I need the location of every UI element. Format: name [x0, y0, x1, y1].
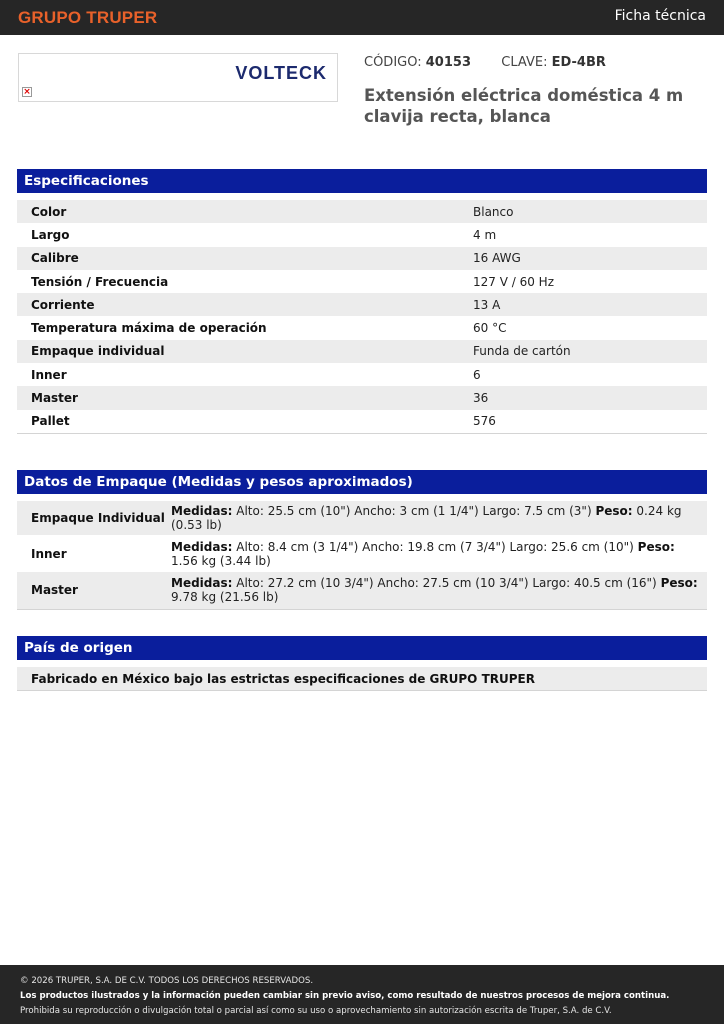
spec-row: [17, 200, 707, 223]
packaging-label: Empaque Individual: [17, 501, 171, 535]
spec-row: [17, 316, 707, 339]
volteck-logo: VOLTECK: [235, 63, 327, 83]
origin-heading: País de origen: [17, 636, 707, 660]
spec-value: 60 °C: [473, 321, 507, 336]
packaging-row: [17, 535, 707, 572]
packaging-label: Master: [17, 572, 171, 609]
spec-label: Pallet: [17, 410, 473, 434]
spec-label: Inner: [31, 367, 67, 382]
packaging-label: Inner: [31, 546, 67, 561]
spec-label: Temperatura máxima de operación: [31, 321, 267, 336]
spec-value: 576: [473, 410, 707, 434]
packaging-details: [171, 535, 707, 572]
origin-text: Fabricado en México bajo las estrictas especificaciones de GRUPO TRUPER: [17, 667, 707, 691]
measures-label: Medidas:: [171, 539, 233, 554]
spec-value: 13 A: [473, 293, 707, 316]
measures-value: Alto: 8.4 cm (3 1/4") Ancho: 19.8 cm (7 3/4") Largo: 25.6 cm (10"): [236, 539, 634, 554]
product-logo-box: [18, 53, 338, 102]
product-title: Extensión eléctrica doméstica 4 m clavija recta, blanca: [364, 86, 684, 126]
measures-value: Alto: 25.5 cm (10") Ancho: 3 cm (1 1/4") Largo: 7.5 cm (3"): [236, 504, 592, 518]
weight-label: Peso:: [637, 539, 675, 554]
spec-label: Largo: [31, 227, 70, 242]
top-bar: [0, 0, 724, 35]
spec-label: Empaque individual: [17, 340, 473, 363]
key-label: CLAVE:: [501, 55, 548, 70]
spec-row: [17, 386, 707, 409]
footer-prohibition: Prohibida su reproducción o divulgación total o parcial así como su uso o aprovechamiento sin autorización escrita de Truper, S.A. de C.V.: [20, 1006, 612, 1016]
footer-notice: Los productos ilustrados y la información pueden cambiar sin previo aviso, como resultado de nuestros procesos de mejora continua.: [20, 991, 670, 1001]
spec-label: Calibre: [17, 247, 473, 270]
footer: [0, 965, 724, 1024]
packaging-table: [17, 501, 707, 610]
spec-row: [17, 293, 707, 316]
packaging-details: [171, 572, 707, 609]
spec-row: [17, 223, 707, 246]
spec-row: [17, 340, 707, 363]
weight-label: Peso:: [595, 504, 633, 518]
key-value: ED-4BR: [551, 55, 606, 70]
spec-label: Tensión / Frecuencia: [31, 274, 169, 289]
weight-value: 0.24 kg (0.53 lb): [171, 504, 682, 532]
document-type: Ficha técnica: [614, 8, 706, 24]
spec-value: Blanco: [473, 200, 707, 223]
packaging-heading: Datos de Empaque (Medidas y pesos aproximados): [17, 470, 707, 494]
spec-label: Color: [17, 200, 473, 223]
spec-label: Corriente: [17, 293, 473, 316]
spec-value: 16 AWG: [473, 247, 707, 270]
footer-copyright: © 2026 TRUPER, S.A. DE C.V. TODOS LOS DERECHOS RESERVADOS.: [20, 976, 314, 986]
code-label: CÓDIGO:: [364, 55, 422, 70]
broken-image-icon: ×: [23, 87, 31, 97]
measures-value: Alto: 27.2 cm (10 3/4") Ancho: 27.5 cm (10 3/4") Largo: 40.5 cm (16"): [236, 576, 657, 591]
spec-label: Master: [17, 386, 473, 409]
weight-value: 9.78 kg (21.56 lb): [171, 590, 279, 605]
weight-label: Peso:: [660, 576, 698, 591]
packaging-row: [17, 572, 707, 609]
packaging-details: [171, 501, 707, 535]
brand-logo: GRUPO TRUPER: [18, 8, 158, 27]
spec-value: 6: [473, 367, 481, 382]
spec-row: [17, 270, 707, 293]
spec-value: 127 V / 60 Hz: [473, 274, 555, 289]
weight-value: 1.56 kg (3.44 lb): [171, 553, 271, 568]
spec-row: [17, 363, 707, 386]
specs-heading: Especificaciones: [17, 169, 707, 193]
spec-value: 4 m: [473, 227, 497, 242]
product-codes: [364, 55, 606, 70]
spec-row: [17, 410, 707, 434]
measures-label: Medidas:: [171, 504, 233, 518]
spec-value: 36: [473, 386, 707, 409]
measures-label: Medidas:: [171, 576, 233, 591]
packaging-row: [17, 501, 707, 535]
spec-value: Funda de cartón: [473, 340, 707, 363]
spec-row: [17, 247, 707, 270]
code-value: 40153: [425, 55, 471, 70]
specs-table: [17, 200, 707, 434]
